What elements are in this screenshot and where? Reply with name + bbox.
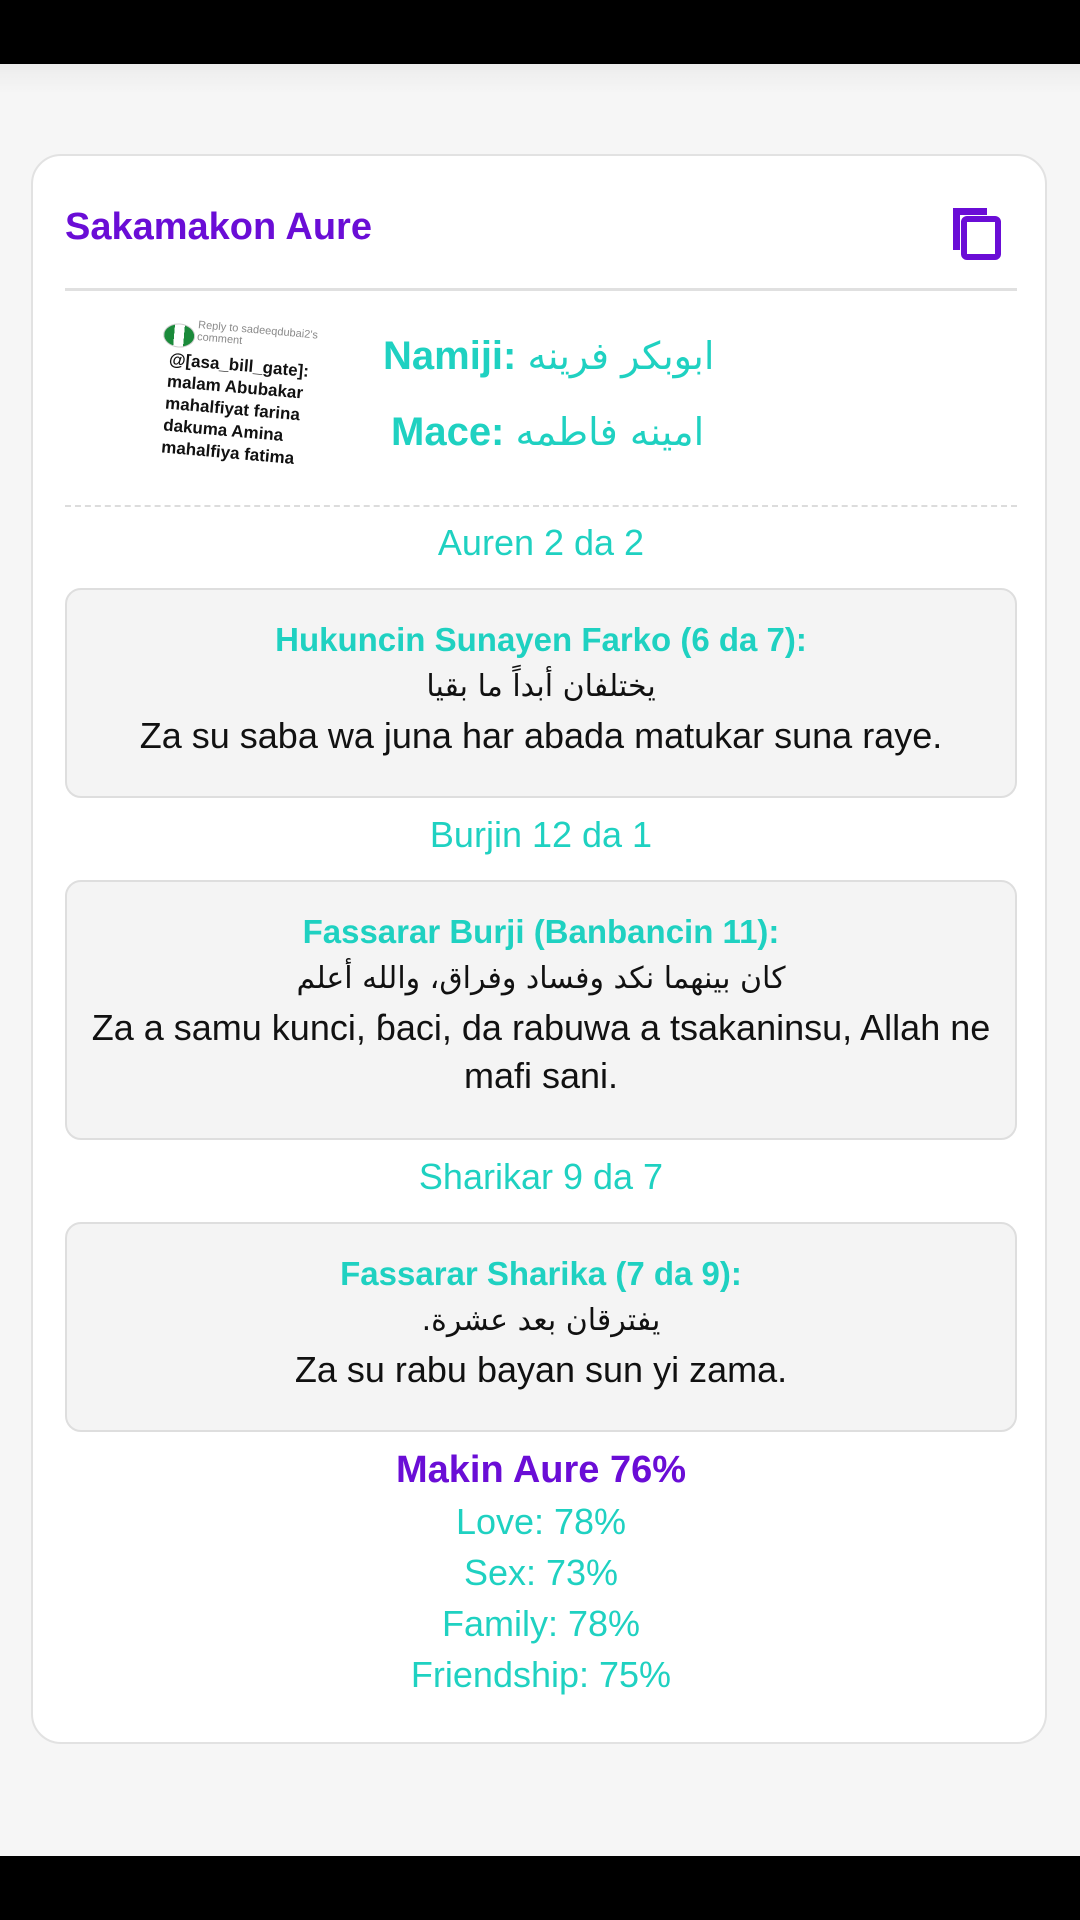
sex-score: Sex: 73%: [463, 1552, 619, 1593]
box-title: Fassarar Sharika (7 da 9):: [340, 1255, 742, 1292]
navigation-bar: [0, 1856, 1080, 1920]
flag-icon: [162, 322, 196, 349]
box-arabic-text: يفترقان بعد عشرة.: [421, 1303, 661, 1338]
info-box-names: [65, 588, 1017, 798]
info-box-partnership: [65, 1222, 1017, 1432]
status-bar: [0, 0, 1080, 64]
section-label-partnership: Sharikar 9 da 7: [418, 1156, 664, 1197]
father-label: Namiji:: [383, 334, 517, 378]
comment-text: @[asa_bill_gate]: malam Abubakar mahalfiyat farina dakuma Amina mahalfiya fatima: [160, 349, 310, 468]
box-translation: Za su saba wa juna har abada matukar suna raye.: [139, 715, 943, 756]
comment-screenshot-image: [151, 314, 351, 524]
card-title: Sakamakon Aure: [65, 206, 372, 248]
box-title: Fassarar Burji (Banbancin 11):: [302, 913, 780, 950]
box-translation: Za a samu kunci, ɓaci, da rabuwa a tsakaninsu, Allah ne mafi sani.: [91, 1007, 991, 1096]
section-label-marriage: Auren 2 da 2: [437, 522, 645, 563]
mother-row: [391, 410, 704, 455]
score-summary: [65, 1444, 1017, 1700]
mother-label: Mace:: [391, 410, 505, 454]
app-bar-shadow: [0, 64, 1080, 94]
copy-button[interactable]: [947, 198, 1003, 262]
result-card: [31, 154, 1047, 1744]
dashed-divider: [65, 505, 1017, 507]
copy-icon: [947, 198, 1003, 262]
header-divider: [65, 288, 1017, 291]
box-title: Hukuncin Sunayen Farko (6 da 7):: [275, 621, 807, 658]
father-row: [383, 334, 714, 379]
box-translation: Za su rabu bayan sun yi zama.: [294, 1349, 788, 1390]
info-box-zodiac: [65, 880, 1017, 1140]
section-label-zodiac: Burjin 12 da 1: [429, 814, 653, 855]
overall-score: Makin Aure 76%: [395, 1449, 687, 1491]
box-arabic-text: كان بينهما نكد وفساد وفراق، والله أعلم: [296, 961, 786, 996]
love-score: Love: 78%: [455, 1501, 627, 1542]
friendship-score: Friendship: 75%: [410, 1654, 672, 1695]
family-score: Family: 78%: [441, 1603, 641, 1644]
box-arabic-text: يختلفان أبداً ما بقيا: [426, 669, 656, 704]
reply-caption: Reply to sadeeqdubai2's comment: [196, 319, 319, 347]
card-header: [65, 196, 1017, 266]
mother-name: امينه فاطمه: [515, 410, 705, 454]
father-name: ابوبكر فرينه: [527, 334, 715, 378]
